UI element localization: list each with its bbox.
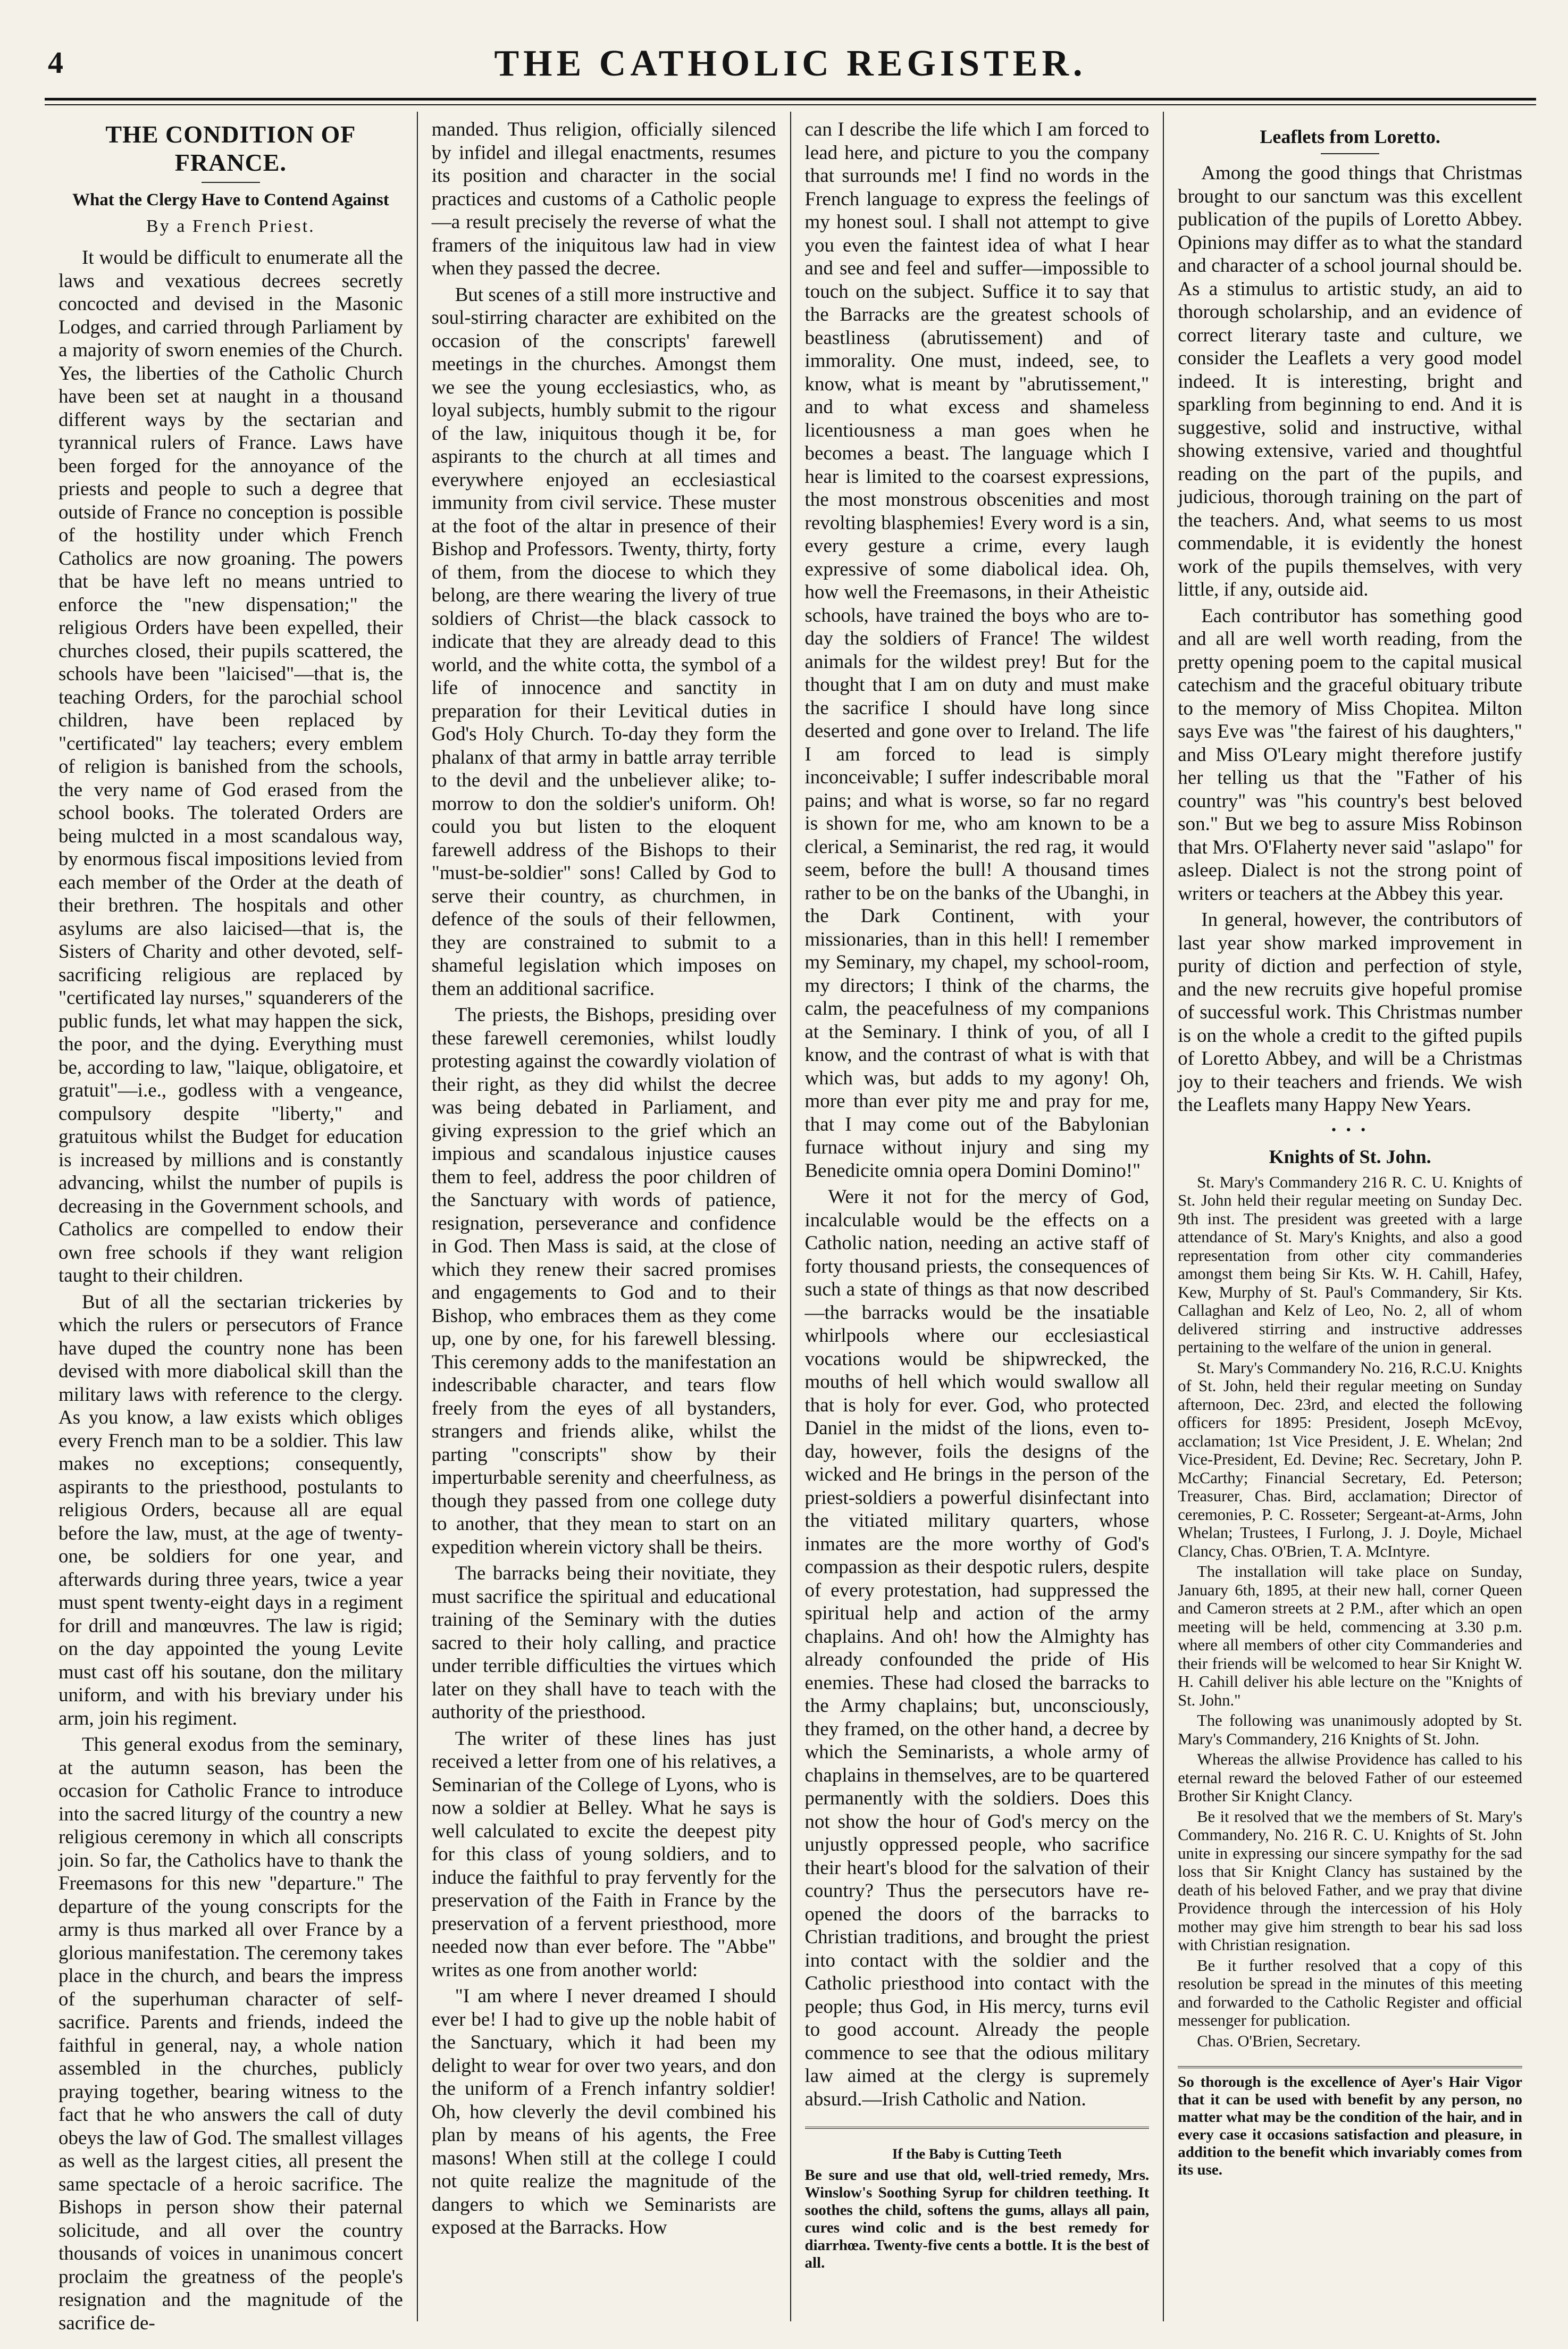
advertisement-text: Be sure and use that old, well-tried remedy, Mrs. Winslow's Soothing Syrup for children teething. It soothes the child, softens the gums, allays all pain, cures wind colic and is the best remedy for diarrhœa. Twenty-five cents a bottle. It is the best of all.	[804, 2167, 1150, 2271]
article-paragraph: The barracks being their novitiate, they must sacrifice the spiritual and educational training of the Seminary with the duties sacred to their holy calling, and practice under terrible difficulties the virtues which later on they shall have to teach with the authority of the priesthood.	[431, 1562, 776, 1723]
article-paragraph: Be it further resolved that a copy of this resolution be spread in the minutes of this meeting and forwarded to the Catholic Register and official messenger for publication.	[1178, 1956, 1522, 2029]
advertisement-hair-vigor	[1178, 2066, 1522, 2179]
article-subhead: What the Clergy Have to Contend Against	[72, 190, 389, 210]
masthead-rule	[45, 98, 1536, 101]
article-paragraph: manded. Thus religion, officially silenced by infidel and illegal enactments, resumes its position and character in the social practices and customs of a Catholic people—a result precisely the reverse of what the framers of the iniquitous law had in view when they passed the decree.	[431, 119, 776, 279]
article-paragraph: But scenes of a still more instructive and soul-stirring character are exhibited on the occasion of the conscripts' farewell meetings in the churches. Amongst them we see the young ecclesiastics, who, as loyal subjects, humbly submit to the rigour of the law, iniquitous though it be, for aspirants to the church at all times and everywhere enjoyed an ecclesiastical immunity from civil service. These muster at the foot of the altar in presence of their Bishop and Professors. Twenty, thirty, forty of them, from the diocese to which they belong, are there wearing the livery of true soldiers of Christ—the black cassock to indicate that they are already dead to this world, and the white cotta, the symbol of a life of innocence and sanctity in preparation for their Levitical duties in God's Holy Church. To-day they form the phalanx of that army in battle array terrible to the devil and the unbeliever alike; to-morrow to don the soldier's uniform. Oh! could you but listen to the eloquent farewell address of the Bishops to their "must-be-soldier" sons! Called by God to serve their country, as churchmen, in defence of the souls of their fellowmen, they are constrained to submit to a shameful legislation which imposes on them an additional sacrifice.	[431, 283, 776, 1000]
signature: Chas. O'Brien, Secretary.	[1197, 2032, 1361, 2050]
article-paragraph: Whereas the allwise Providence has called to his eternal reward the beloved Father of our esteemed Brother Sir Knight Clancy.	[1178, 1750, 1522, 1805]
article-paragraph: can I describe the life which I am forced to lead here, and picture to you the company that surrounds me! I find no words in the French language to express the feelings of my honest soul. I shall not attempt to give you even the faintest idea of what I hear and see and feel and suffer—impossible to touch on the subject. Suffice it to say that the Barracks are the greatest schools of beastliness (abrutissement) and of immorality. One must, indeed, see, to know, what is meant by "abrutissement," and to what excess and shameless licentiousness a man goes when he becomes a beast. The language which I hear is limited to the coarsest expressions, the most monstrous obscenities and most revolting blasphemies! Every word is a sin, every gesture a crime, every laugh expressive of some diabolical idea. Oh, how well the Freemasons, in their Atheistic schools, have trained the boys who are to-day the soldiers of France! The wildest animals for the wildest prey! But for the thought that I am on duty and must make the sacrifice I should have long since deserted and gone over to Ireland. The life I am forced to lead is simply inconceivable; I suffer indescribable moral pains; and what is worse, so far no regard is shown for me, who am known to be a clerical, a Seminarist, the red rag, it would seem, before the bull! A thousand times rather to be on the banks of the Ubanghi, in the Dark Continent, with your missionaries, than in this hell! I remember my Seminary, my chapel, my school-room, my directors; I think of the charms, the calm, the peacefulness of my companions at the Seminary. I think of you, of all I know, and the contrast of what is with that which was, but adds to my agony! Oh, more than ever pity me and pray for me, that I may come out of the Babylonian furnace without injury and sing my Benedicite omnia opera Domini Domino!"	[804, 119, 1150, 1182]
article-paragraph: Each contributor has something good and all are well worth reading, from the pretty opening poem to the capital musical catechism and the graceful obituary tribute to the memory of Miss Chopitea. Milton says Eve was "the fairest of his daughters," and Miss O'Leary might therefore justify her telling us that the "Father of his country" was "his country's best beloved son." But we beg to assure Miss Robinson that Mrs. O'Flaherty never said "aslapo" for asleep. Dialect is not the strong point of writers or teachers at the Abbey this year.	[1178, 605, 1522, 905]
article-paragraph: St. Mary's Commandery No. 216, R.C.U. Knights of St. John, held their regular meeting on Sunday afternoon, Dec. 23rd, and elected the following officers for 1895: President, Joseph McEvoy, acclamation; 1st Vice President, J. E. Whelan; 2nd Vice-President, Ed. Devine; Rec. Secretary, John P. McCarthy; Financial Secretary, Ed. Peterson; Treasurer, Chas. Bird, acclamation; Director of ceremonies, P. C. Rosseter; Sergeant-at-Arms, John Whelan; Trustees, I Furlong, J. J. Doyle, Michael Clancy, Chas. O'Brien, T. A. McIntyre.	[1178, 1358, 1522, 1560]
columns	[45, 112, 1536, 2334]
column-3	[790, 112, 1163, 2321]
article-paragraph: The following was unanimously adopted by St. Mary's Commandery, 216 Knights of St. John.	[1178, 1711, 1522, 1748]
article-paragraph: Be it resolved that we the members of St. Mary's Commandery, No. 216 R. C. U. Knights of St. John unite in expressing our sincere sympathy for the sad loss that Sir Knight Clancy has sustained by the death of his beloved Father, and we pray that divine Providence through the intercession of his Holy mother may give him strength to bear his sad loss with Christian resignation.	[1178, 1807, 1522, 1954]
section-title-knights: Knights of St. John.	[1269, 1146, 1431, 1167]
article-paragraph: It would be difficult to enumerate all the laws and vexatious decrees secretly concocted and devised in the Masonic Lodges, and carried through Parliament by a majority of sworn enemies of the Church. Yes, the liberties of the Catholic Church have been set at naught in a thousand different ways by the sectarian and tyrannical rulers of France. Laws have been forged for the annoyance of the priests and people to such a degree that outside of France no conception is possible of the hostility under which French Catholics are now groaning. The powers that be have left no means untried to enforce the "new dispensation;" the religious Orders have been expelled, their churches closed, their pupils scattered, the schools have been "laicised"—that is, the teaching Orders, for the parochial school children, have been replaced by "certificated" lay teachers; every emblem of religion is banished from the schools, the very name of God erased from the school books. The tolerated Orders are being mulcted in a most scandalous way, by enormous fiscal impositions levied from each member of the Order at the death of their brethren. The hospitals and other asylums are also laicised—that is, the Sisters of Charity and other devoted, self-sacrificing religious are replaced by "certificated lay nurses," squanderers of the public funds, let what may happen the sick, the poor, and the dying. Everything must be, according to law, "laique, obligatoire, et gratuit"—i.e., godless with a vengeance, compulsory despite "liberty," and gratuitous whilst the Budget for education is increased by millions and is constantly advancing, whilst the number of pupils is decreasing in the Government schools, and Catholics are compelled to endow their own free schools if they want religion taught to their children.	[58, 247, 403, 1286]
section-divider: • • •	[1331, 1122, 1369, 1138]
knights-report	[1178, 1173, 1522, 2051]
advertisement-text: So thorough is the excellence of Ayer's Hair Vigor that it can be used with benefit by any person, no matter what may be the condition of the hair, and in every case it occasions satisfaction and pleasure, in addition to the benefit which invariably comes from its use.	[1178, 2074, 1522, 2178]
article-paragraph: Were it not for the mercy of God, incalculable would be the effects on a Catholic nation, needing an active staff of forty thousand priests, the consequences of such a state of things as that now described—the barracks would be the insatiable whirlpools where our ecclesiastical vocations would be shipwrecked, the mouths of hell which would swallow all that is holy for ever. God, who protected Daniel in the midst of the lions, even to-day, however, foils the designs of the wicked and He brings in the person of the priest-soldiers a powerful disinfectant into the vitiated military quarters, whose inmates are the more worthy of God's compassion as their despotic rulers, despite of every protestation, had suppressed the spiritual help and action of the army chaplains. And oh! how the Almighty has already confounded the pride of His enemies. These had closed the barracks to the Army chaplains; but, unconsciously, they framed, on the other hand, a decree by which the Seminarists, a whole army of chaplains in themselves, are to be quartered permanently with the soldiers. Does this not show the hour of God's mercy on the unjustly oppressed people, who sacrifice their heart's blood for the salvation of their country? Thus the persecutors have re-opened the doors of the barracks to Christian traditions, and brought the priest into contact with the soldier and the Catholic priesthood into contact with the people; thus God, in His mercy, turns evil to good account. Already the people commence to see that the odious military law aimed at the clergy is supremely absurd.—Irish Catholic and Nation.	[804, 1186, 1150, 2110]
newspaper-title: THE CATHOLIC REGISTER.	[494, 43, 1087, 84]
column-2	[417, 112, 790, 2321]
section-title-leaflets: Leaflets from Loretto.	[1260, 126, 1440, 147]
article-paragraph: St. Mary's Commandery 216 R. C. U. Knights of St. John held their regular meeting on Sunday Dec. 9th inst. The president was greeted with a large attendance of St. Mary's Knights, and also a good representation from other city commanderies amongst them being Sir Kts. W. H. Cahill, Hafey, Kew, Murphy of St. Paul's Commandery, Sir Kts. Callaghan and Kelz of Leo, No. 2, all of whom delivered stirring and instructive addresses pertaining to the welfare of the union in general.	[1178, 1173, 1522, 1356]
column-1	[45, 112, 417, 2334]
masthead-rule-thin	[45, 104, 1536, 105]
column-4	[1163, 112, 1536, 2321]
page-number: 4	[48, 45, 63, 80]
article-paragraph: The priests, the Bishops, presiding over these farewell ceremonies, whilst loudly protesting against the cowardly violation of their right, as they did whilst the decree was being debated in Parliament, and giving expression to the grief which an impious and scandalous injustice causes them to feel, address the poor children of the Sanctuary with words of patience, resignation, perseverance and confidence in God. Then Mass is said, at the close of which they renew their sacred promises and engagements to God and to their Bishop, who embraces them as they come up, one by one, for his farewell blessing. This ceremony adds to the manifestation an indescribable character, and tears flow freely from the eyes of all bystanders, strangers and friends alike, whilst the parting "conscripts" show by their imperturbable serenity and cheerfulness, as though they passed from one college duty to another, that they mean to start on an expedition wherein victory shall be theirs.	[431, 1004, 776, 1558]
advertisement-teething	[805, 2127, 1150, 2272]
article-paragraph: The writer of these lines has just received a letter from one of his relatives, a Seminarian of the College of Lyons, who is now a soldier at Belley. What he says is well calculated to excite the deepest pity for this class of young soldiers, and to induce the faithful to pray fervently for the preservation of the Faith in France by the preservation of a fervent priesthood, more needed now than ever before. The "Abbe" writes as one from another world:	[431, 1727, 776, 1981]
masthead	[45, 43, 1536, 106]
article-paragraph: In general, however, the contributors of last year show marked improvement in purity of diction and perfection of style, and the new recruits give hopeful promise of successful work. This Christmas number is on the whole a credit to the gifted pupils of Loretto Abbey, and will be a Christmas joy to their teachers and friends. We wish the Leaflets many Happy New Years.	[1178, 909, 1522, 1116]
advertisement-title: If the Baby is Cutting Teeth	[892, 2146, 1062, 2162]
divider	[202, 182, 260, 183]
article-paragraph: But of all the sectarian trickeries by which the rulers or persecutors of France have duped the country none has been devised with more diabolical skill than the military laws with reference to the clergy. As you know, a law exists which obliges every French man to be a soldier. This law makes no exceptions; consequently, aspirants to the priesthood, postulants to religious Orders, because all are equal before the law, must, at the age of twenty-one, be soldiers for one year, and afterwards during three years, twice a year must spent twenty-eight days in a regiment for drill and manœuvres. The law is rigid; on the day appointed the young Levite must cast off his soutane, don the military uniform, and with his breviary under his arm, join his regiment.	[58, 1291, 403, 1729]
article-byline: By a French Priest.	[146, 216, 315, 236]
article-paragraph: This general exodus from the seminary, at the autumn season, has been the occasion for Catholic France to introduce into the sacred liturgy of the country a new religious ceremony in which all conscripts join. So far, the Catholics have to thank the Freemasons for this new "departure." The departure of the young conscripts for the army is thus marked all over France by a glorious manifestation. The ceremony takes place in the church, and bears the impress of the superhuman character of self-sacrifice. Parents and friends, indeed the faithful in general, nay, a whole nation assembled in the churches, publicly praying together, bearing witness to the fact that he who answers the call of duty obeys the law of God. The smallest villages as well as the largest cities, all present the same spectacle of a heroic sacrifice. The Bishops in person show their paternal solicitude, and all over the country thousands of voices in unanimous concert proclaim the greatness of the people's resignation and the magnitude of the sacrifice de-	[58, 1734, 403, 2334]
article-headline: THE CONDITION OF FRANCE.	[105, 121, 356, 176]
article-paragraph: Among the good things that Christmas brought to our sanctum was this excellent publication of the pupils of Loretto Abbey. Opinions may differ as to what the standard and character of a school journal should be. As a stimulus to artistic study, an aid to thorough scholarship, and an evidence of correct literary taste and culture, we consider the Leaflets a very good model indeed. It is interesting, bright and sparkling from beginning to end. And it is suggestive, solid and instructive, withal showing extensive, varied and thoughtful reading on the part of the pupils, and judicious, thorough training on the part of the teachers. And, what seems to us most commendable, it is evidently the honest work of the pupils themselves, with very little, if any, outside aid.	[1178, 162, 1522, 600]
article-paragraph: "I am where I never dreamed I should ever be! I had to give up the noble habit of the Sanctuary, which it had been my delight to wear for over two years, and don the uniform of a French infantry soldier! Oh, how cleverly the devil combined his plan by means of his agents, the Free masons! When still at the college I could not quite realize the magnitude of the dangers to which we Seminarists are exposed at the Barracks. How	[431, 1985, 776, 2238]
article-paragraph: The installation will take place on Sunday, January 6th, 1895, at their new hall, corner Queen and Cameron streets at 2 P.M., after which an open meeting will be held, commencing at 3.30 p.m. where all members of other city Commanderies and their friends will be welcomed to hear Sir Knight W. H. Cahill deliver his able lecture on the "Knights of St. John."	[1178, 1562, 1522, 1709]
divider	[1321, 153, 1379, 154]
